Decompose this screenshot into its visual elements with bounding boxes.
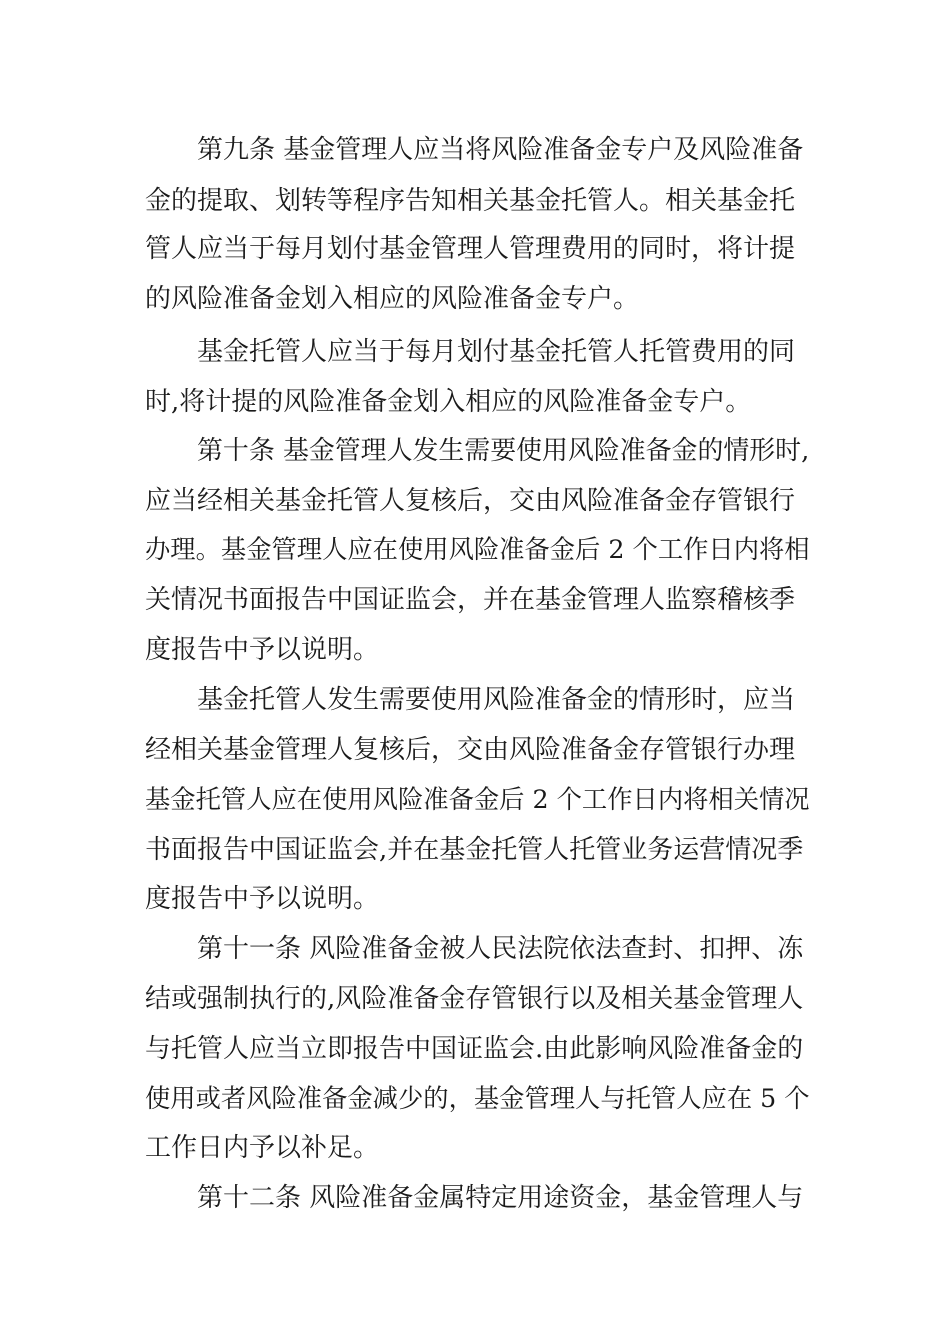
text-line: 经相关基金管理人复核后，交由风险准备金存管银行办理	[145, 735, 796, 765]
text-line: 基金托管人应当于每月划付基金托管人托管费用的同	[197, 337, 796, 367]
text-line: 的风险准备金划入相应的风险准备金专户。	[145, 284, 640, 314]
text-line: 应当经相关基金托管人复核后，交由风险准备金存管银行	[145, 486, 796, 516]
text-line: 基金托管人发生需要使用风险准备金的情形时，应当	[197, 685, 796, 715]
text-line: 度报告中予以说明。	[145, 884, 380, 914]
text-line: 书面报告中国证监会,并在基金托管人托管业务运营情况季	[145, 835, 804, 865]
text-line: 第十一条 风险准备金被人民法院依法查封、扣押、冻	[197, 934, 804, 964]
text-line: 第十条 基金管理人发生需要使用风险准备金的情形时,	[197, 436, 810, 466]
text-line: 金的提取、划转等程序告知相关基金托管人。相关基金托	[145, 186, 796, 216]
text-line: 度报告中予以说明。	[145, 635, 380, 665]
text-line: 基金托管人应在使用风险准备金后 2 个工作日内将相关情况	[145, 785, 810, 814]
text-line: 管人应当于每月划付基金管理人管理费用的同时，将计提	[145, 234, 796, 264]
text-line: 与托管人应当立即报告中国证监会.由此影响风险准备金的	[145, 1034, 804, 1064]
text-line: 第十二条 风险准备金属特定用途资金，基金管理人与	[197, 1183, 804, 1213]
text-line: 第九条 基金管理人应当将风险准备金专户及风险准备	[197, 135, 804, 165]
text-line: 关情况书面报告中国证监会，并在基金管理人监察稽核季	[145, 585, 796, 615]
text-line: 使用或者风险准备金减少的，基金管理人与托管人应在 5 个	[145, 1084, 810, 1113]
text-line: 结或强制执行的,风险准备金存管银行以及相关基金管理人	[145, 984, 804, 1014]
text-line: 工作日内予以补足。	[145, 1133, 380, 1163]
text-line: 时,将计提的风险准备金划入相应的风险准备金专户。	[145, 387, 752, 417]
text-line: 办理。基金管理人应在使用风险准备金后 2 个工作日内将相	[145, 535, 810, 564]
